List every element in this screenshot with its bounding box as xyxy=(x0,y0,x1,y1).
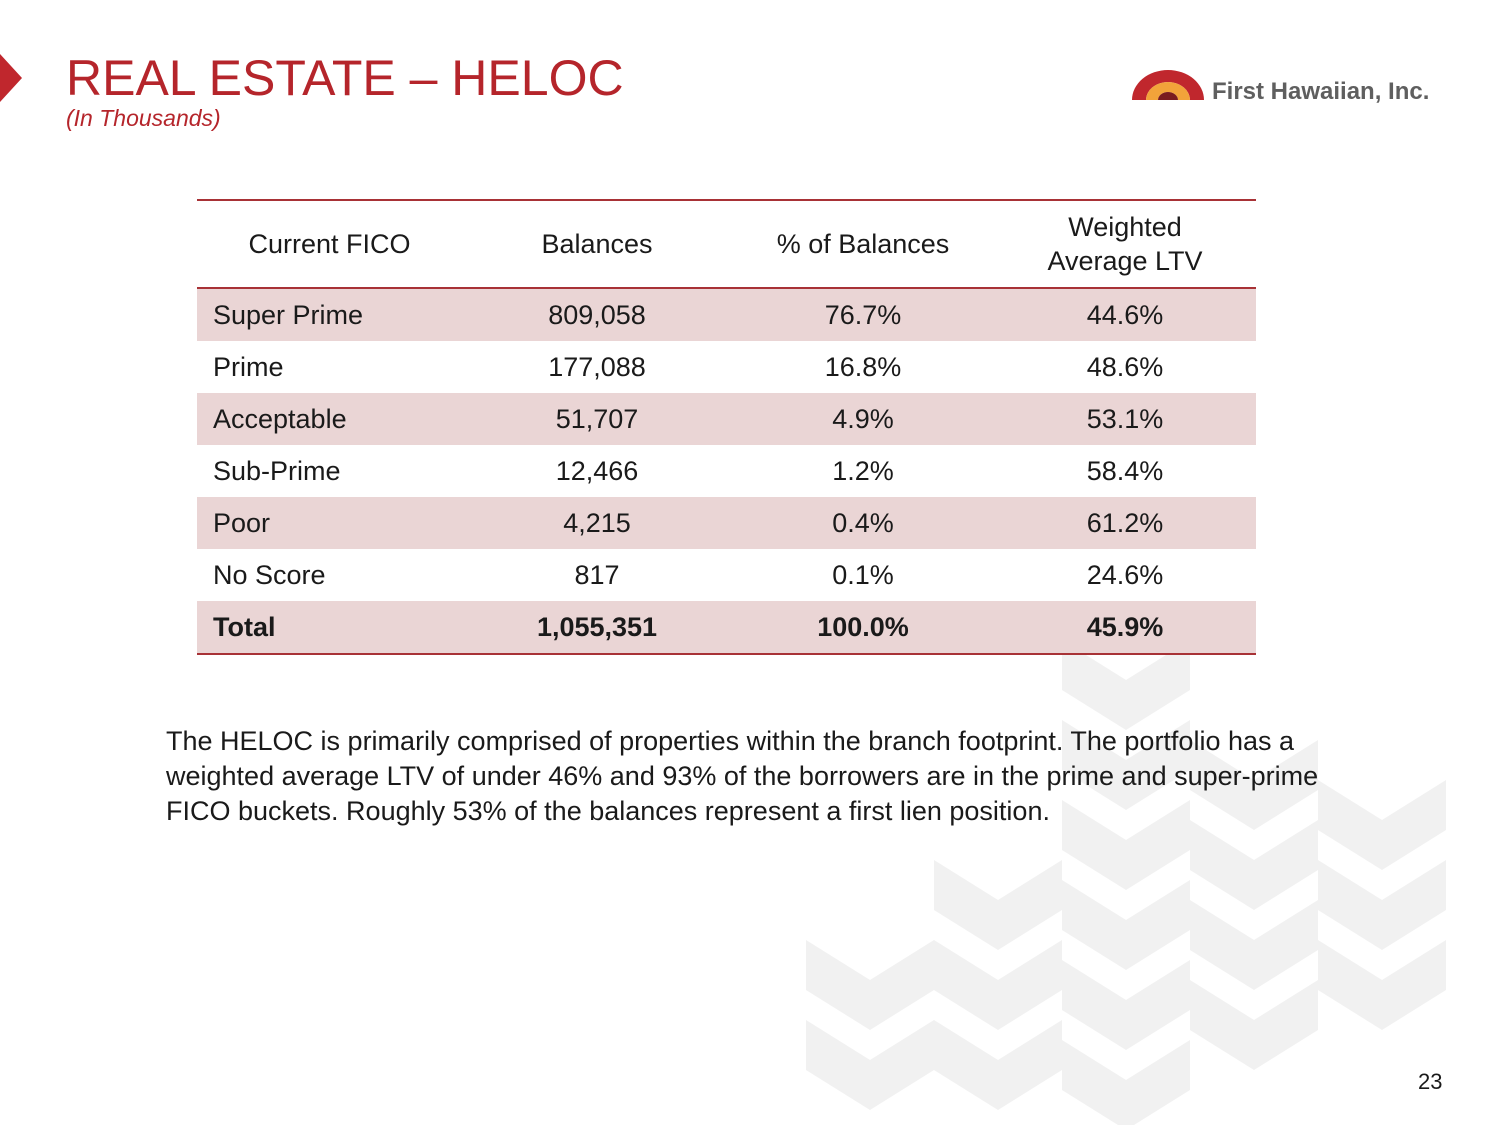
row-balance: 817 xyxy=(574,559,620,590)
logo-text: First Hawaiian, Inc. xyxy=(1212,78,1430,105)
header-current-fico: Current FICO xyxy=(248,229,411,259)
table-row xyxy=(197,445,1256,497)
page-number: 23 xyxy=(1418,1069,1443,1094)
row-balance: 12,466 xyxy=(555,455,639,486)
row-pct: 1.2% xyxy=(832,455,894,486)
total-label: Total xyxy=(197,601,462,654)
table-header-row xyxy=(197,200,1256,288)
table-row xyxy=(197,549,1256,601)
table-row xyxy=(197,393,1256,445)
row-label: Poor xyxy=(197,497,462,549)
row-ltv: 53.1% xyxy=(994,393,1256,445)
row-ltv: 61.2% xyxy=(994,497,1256,549)
row-balance: 4,215 xyxy=(462,497,732,549)
total-balance: 1,055,351 xyxy=(462,601,732,654)
row-balance: 177,088 xyxy=(548,351,646,382)
company-logo xyxy=(1130,64,1460,110)
row-label: Sub-Prime xyxy=(213,455,341,486)
summary-paragraph: The HELOC is primarily comprised of properties within the branch footprint. The portfolio has a weighted average LTV of under 46% and 93% of the borrowers are in the prime and super-prime FICO buckets. Roughly 53% of the balances represent a first lien position. xyxy=(166,726,1319,826)
header-weighted-ltv: Weighted Average LTV xyxy=(1047,212,1203,276)
row-pct: 4.9% xyxy=(732,393,994,445)
row-ltv: 44.6% xyxy=(994,288,1256,341)
row-ltv: 24.6% xyxy=(1086,559,1164,590)
page-title: REAL ESTATE – HELOC xyxy=(66,50,624,106)
row-balance: 809,058 xyxy=(462,288,732,341)
table-row xyxy=(197,341,1256,393)
row-ltv: 48.6% xyxy=(1086,351,1164,382)
row-pct: 76.7% xyxy=(732,288,994,341)
total-pct: 100.0% xyxy=(732,601,994,654)
table-row xyxy=(197,288,1256,341)
row-label: Acceptable xyxy=(197,393,462,445)
row-label: Prime xyxy=(213,351,284,382)
row-ltv: 58.4% xyxy=(1086,455,1164,486)
rainbow-logo-icon xyxy=(1130,64,1210,110)
row-label: Super Prime xyxy=(197,288,462,341)
row-pct: 0.1% xyxy=(832,559,894,590)
header-balances: Balances xyxy=(541,229,653,259)
page-subtitle: (In Thousands) xyxy=(66,105,221,131)
table-row xyxy=(197,497,1256,549)
row-balance: 51,707 xyxy=(462,393,732,445)
row-pct: 16.8% xyxy=(824,351,902,382)
slide-marker-arrow xyxy=(0,54,22,102)
total-ltv: 45.9% xyxy=(994,601,1256,654)
header-pct-balances: % of Balances xyxy=(776,229,950,259)
row-label: No Score xyxy=(213,559,326,590)
row-pct: 0.4% xyxy=(732,497,994,549)
heloc-fico-table xyxy=(197,199,1256,655)
table-total-row xyxy=(197,601,1256,654)
